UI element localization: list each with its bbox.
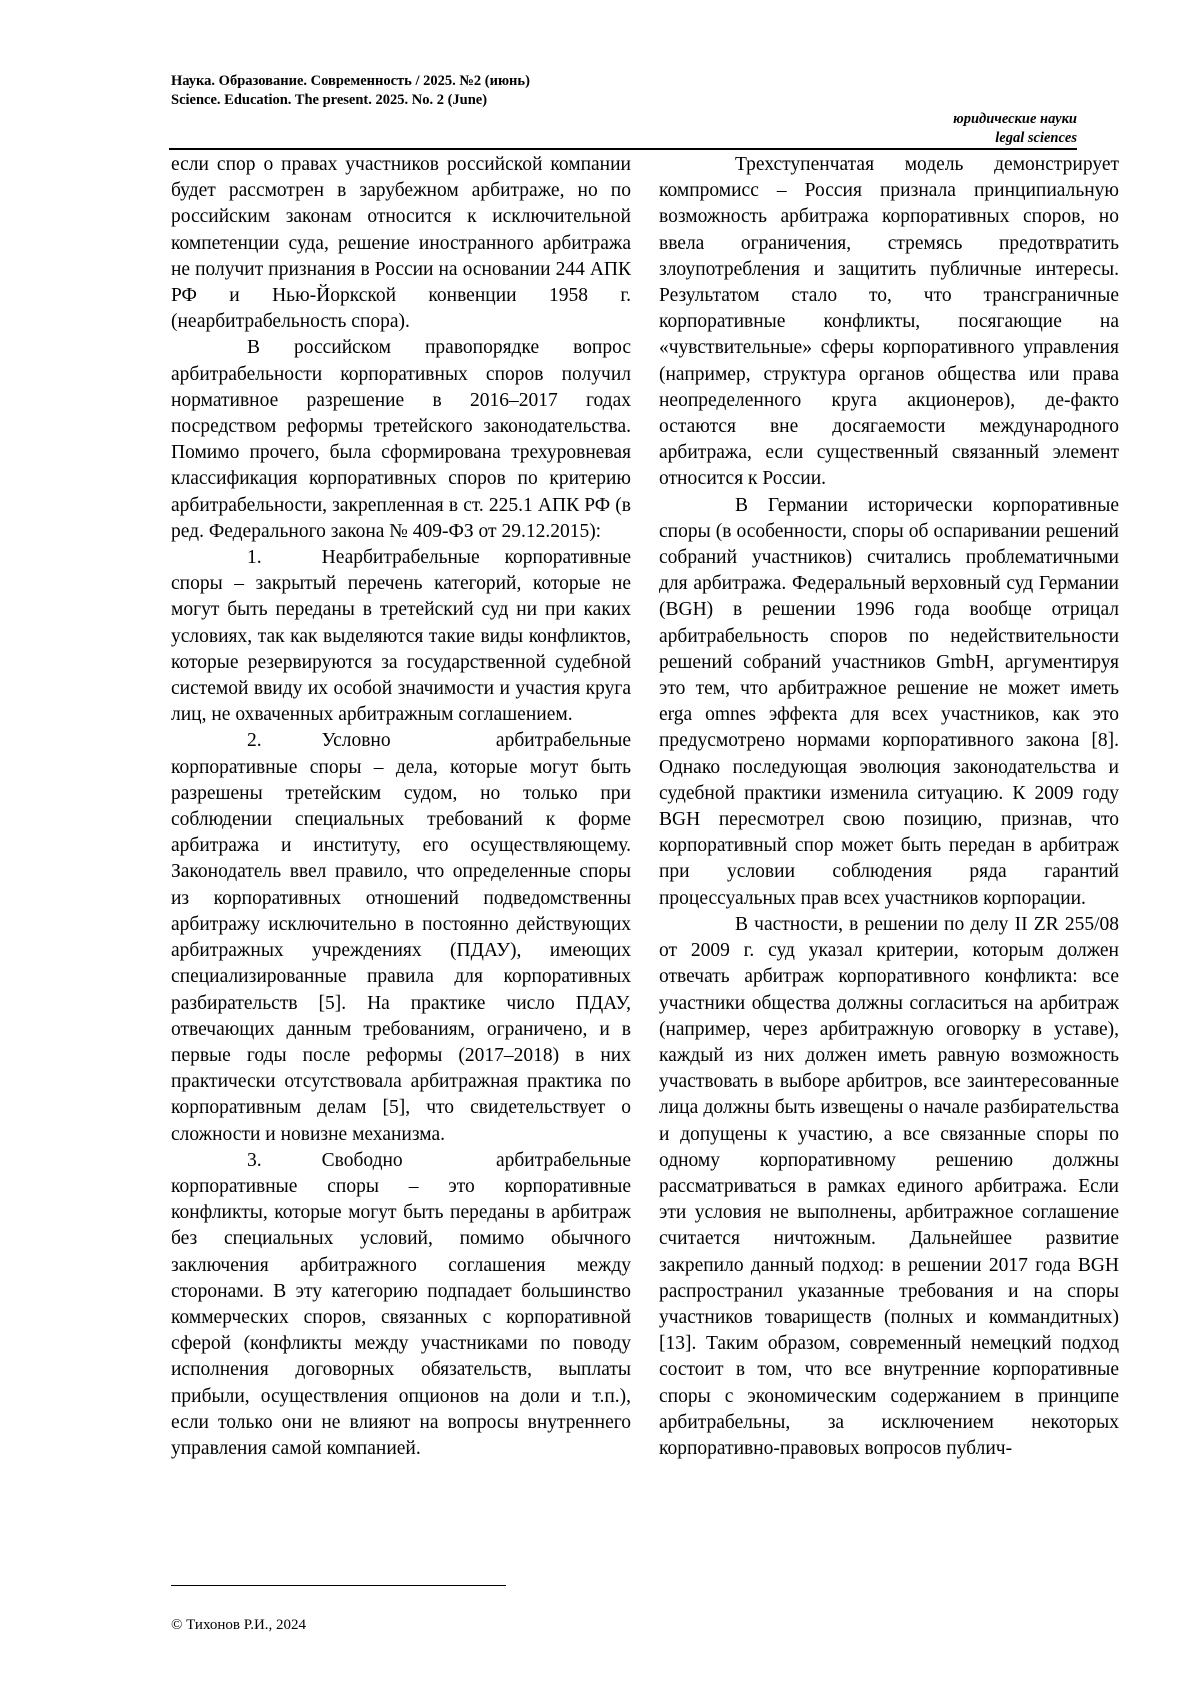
- header-divider: [169, 148, 1077, 150]
- list-item: [171, 728, 631, 1147]
- list-item-number: 3.: [247, 1149, 262, 1171]
- list-item-number: 2.: [247, 730, 262, 752]
- list-item: [171, 545, 631, 728]
- left-column: [171, 152, 631, 1462]
- paragraph: если спор о правах участников российской компании будет рассмотрен в зарубежном арбитраже, но по российским законам относится к исключительной компетенции суда, решение иностранного арбитража не получит признания в России на основании 244 АПК РФ и Нью-Йоркской конвенции 1958 г. (неарбитрабельность спора).: [171, 154, 631, 333]
- list-item-number: 1.: [247, 547, 262, 569]
- section-label-ru: юридические науки: [953, 111, 1077, 127]
- footnote-divider: [171, 1585, 506, 1586]
- paragraph: Трехступенчатая модель демонстрирует компромисс – Россия признала принципиальную возможность арбитража корпоративных споров, но ввела ограничения, стремясь предотвратить злоупотребления и защитить публичные интересы. Результатом стало то, что трансграничные корпоративные конфликты, посягающие на «чувствительные» сферы корпоративного управления (например, структура органов общества или права неопределенного круга акционеров), де-факто остаются вне досягаемости международного арбитража, если существенный связанный элемент относится к России.: [659, 154, 1119, 490]
- section-label: [953, 110, 1077, 148]
- journal-header: [171, 72, 530, 110]
- paragraph: В российском правопорядке вопрос арбитрабельности корпоративных споров получил нормативное разрешение в 2016–2017 годах посредством реформы третейского законодательства. Помимо прочего, была сформирована трехуровневая классификация корпоративных споров по критерию арбитрабельности, закрепленная в ст. 225.1 АПК РФ (в ред. Федерального закона № 409-ФЗ от 29.12.2015):: [171, 337, 631, 542]
- list-item: [171, 1148, 631, 1462]
- journal-title-ru: Наука. Образование. Современность / 2025. №2 (июнь): [171, 73, 530, 89]
- paragraph: В Германии исторически корпоративные споры (в особенности, споры об оспаривании решений собраний участников) считались проблематичными для арбитража. Федеральный верховный суд Германии (BGH) в решении 1996 года вообще отрицал арбитрабельность споров по недействительности решений собраний участников GmbH, аргументируя это тем, что арбитражное решение не может иметь erga omnes эффекта для всех участников, как это предусмотрено нормами корпоративного закона [8]. Однако последующая эволюция законодательства и судебной практики изменила ситуацию. К 2009 году BGH пересмотрел свою позицию, признав, что корпоративный спор может быть передан в арбитраж при условии соблюдения ряда гарантий процессуальных прав всех участников корпорации.: [659, 494, 1119, 909]
- paragraph: В частности, в решении по делу II ZR 255/08 от 2009 г. суд указал критерии, которым должен отвечать арбитраж корпоративного конфликта: все участники общества должны согласиться на арбитраж (например, через арбитражную оговорку в уставе), каждый из них должен иметь равную возможность участвовать в выборе арбитров, все заинтересованные лица должны быть извещены о начале разбирательства и допущены к участию, а все связанные споры по одному корпоративному решению должны рассматриваться в рамках единого арбитража. Если эти условия не выполнены, арбитражное соглашение считается ничтожным. Дальнейшее развитие закрепило данный подход: в решении 2017 года BGH распространил указанные требования и на споры участников товариществ (полных и коммандитных) [13]. Таким образом, современный немецкий подход состоит в том, что все внутренние корпоративные споры с экономическим содержанием в принципе арбитрабельны, за исключением некоторых корпоративно-правовых вопросов публич-: [659, 913, 1119, 1459]
- section-label-en: legal sciences: [995, 130, 1077, 146]
- right-column: [659, 152, 1119, 1462]
- list-item-text: Условно арбитрабельные корпоративные споры – дела, которые могут быть разрешены третейским судом, но только при соблюдении специальных требований к форме арбитража и институту, его осуществляющему. Законодатель ввел правило, что определенные споры из корпоративных отношений подведомственны арбитражу исключительно в постоянно действующих арбитражных учреждениях (ПДАУ), имеющих специализированные правила для корпоративных разбирательств [5]. На практике число ПДАУ, отвечающих данным требованиям, ограничено, и в первые годы после реформы (2017–2018) в них практически отсутствовала арбитражная практика по корпоративным делам [5], что свидетельствует о сложности и новизне механизма.: [171, 730, 631, 1145]
- journal-title-en: Science. Education. The present. 2025. No. 2 (June): [171, 92, 488, 108]
- copyright-notice: © Тихонов Р.И., 2024: [171, 1617, 307, 1633]
- list-item-text: Свободно арбитрабельные корпоративные споры – это корпоративные конфликты, которые могут быть переданы в арбитраж без специальных условий, помимо обычного заключения арбитражного соглашения между сторонами. В эту категорию подпадает большинство коммерческих споров, связанных с корпоративной сферой (конфликты между участниками по поводу исполнения договорных обязательств, выплаты прибыли, осуществления опционов на доли и т.п.), если только они не влияют на вопросы внутреннего управления самой компанией.: [171, 1149, 631, 1459]
- list-item-text: Неарбитрабельные корпоративные споры – закрытый перечень категорий, которые не могут быть переданы в третейский суд ни при каких условиях, так как выделяются такие виды конфликтов, которые резервируются за государственной судебной системой ввиду их особой значимости и участия круга лиц, не охваченных арбитражным соглашением.: [171, 547, 631, 726]
